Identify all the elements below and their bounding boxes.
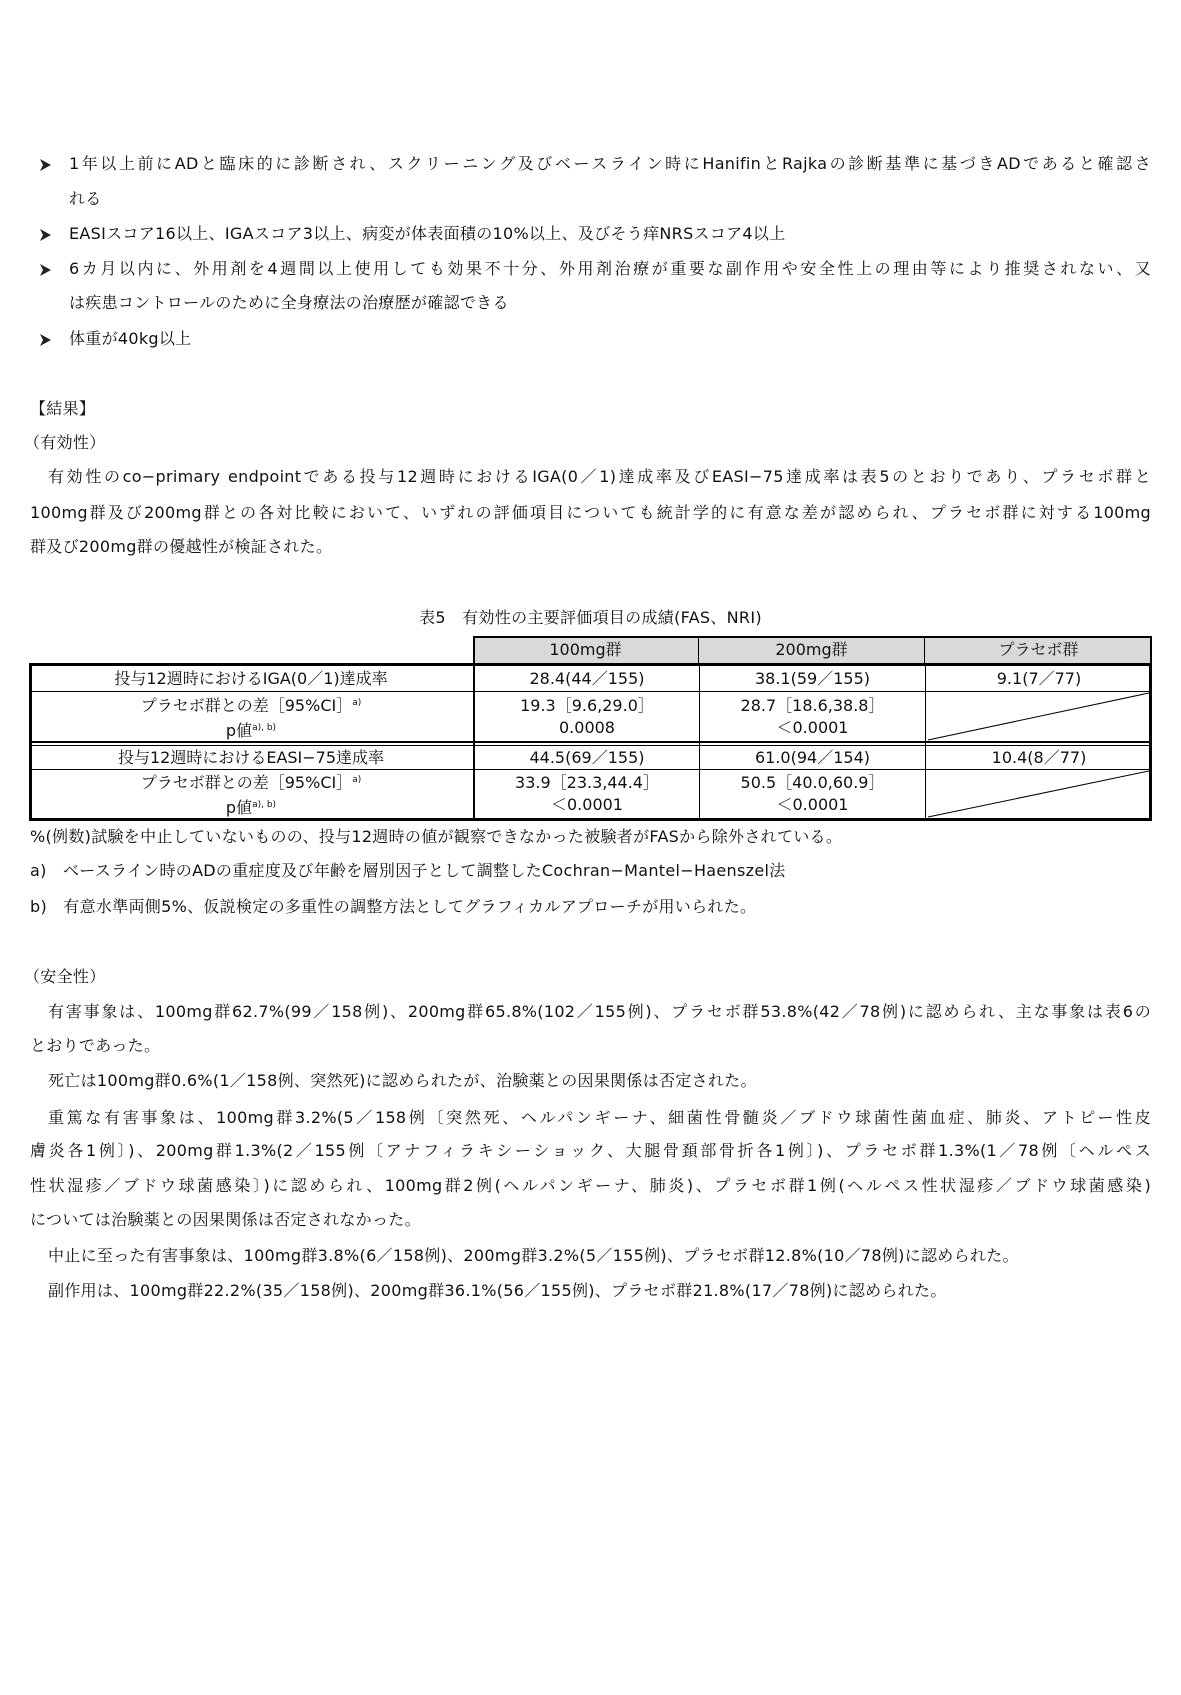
diff-ci: 19.3［9.6,29.0］ xyxy=(520,695,654,715)
efficacy-paragraph-line: 群及び200mg群の優越性が検証された。 xyxy=(30,537,333,556)
diff-ci: 50.5［40.0,60.9］ xyxy=(740,773,885,792)
cell-iga-200mg: 38.1(59／155) xyxy=(754,668,870,688)
criteria-item-cont: は疾患コントロールのために全身療法の治療歴が確認できる xyxy=(69,293,509,312)
table-caption: 表5 有効性の主要評価項目の成績(FAS、NRI) xyxy=(419,608,762,627)
cell-iga-diff-200mg xyxy=(700,692,925,741)
p-value: ＜0.0001 xyxy=(776,717,849,737)
criteria-item: 体重が40kg以上 xyxy=(69,329,192,348)
bullet-arrow-icon xyxy=(38,333,52,347)
criteria-item: 1年以上前にADと臨床的に診断され、スクリーニング及びベースライン時にHanifinとRajkaの診断基準に基づきADであると確認さ xyxy=(69,154,1151,173)
row-label-iga-diff xyxy=(29,692,473,741)
diff-ci: 28.7［18.6,38.8］ xyxy=(740,695,885,715)
safety-line: 膚炎各1例〕)、200mg群1.3%(2／155例〔アナフィラキシーショック、大腿骨頚部骨折各1例〕)、プラセボ群1.3%(1／78例〔ヘルペス xyxy=(30,1141,1151,1160)
footnote-ref: a), b) xyxy=(252,722,277,733)
safety-line: 有害事象は、100mg群62.7%(99／158例)、200mg群65.8%(102／155例)、プラセボ群53.8%(42／78例)に認められ、主な事象は表6の xyxy=(48,1002,1151,1021)
cell-easi-200mg: 61.0(94／154) xyxy=(754,747,870,767)
cell-easi-diff-100mg xyxy=(475,770,699,818)
cell-easi-placebo: 10.4(8／77) xyxy=(991,747,1087,767)
safety-line: 性状湿疹／ブドウ球菌感染〕)に認められ、100mg群2例(ヘルパンギーナ、肺炎)、プラセボ群1例(ヘルペス性状湿疹／ブドウ球菌感染) xyxy=(30,1176,1151,1195)
criteria-item: 6カ月以内に、外用剤を4週間以上使用しても効果不十分、外用剤治療が重要な副作用や安全性上の理由等により推奨されない、又 xyxy=(69,259,1151,278)
bullet-arrow-icon xyxy=(38,158,52,172)
safety-line: 重篤な有害事象は、100mg群3.2%(5／158例〔突然死、ヘルパンギーナ、細菌性骨髄炎／ブドウ球菌性菌血症、肺炎、アトピー性皮 xyxy=(48,1108,1151,1127)
empty-cell-diagonal xyxy=(926,770,1149,818)
table-note: %(例数)試験を中止していないものの、投与12週時の値が観察できなかった被験者がFASから除外されている。 xyxy=(30,827,843,846)
cell-iga-placebo: 9.1(7／77) xyxy=(996,668,1082,688)
criteria-item-cont: れる xyxy=(69,189,102,208)
cell-easi-diff-200mg xyxy=(700,770,925,818)
results-heading: 【結果】 xyxy=(30,399,96,418)
bullet-arrow-icon xyxy=(38,228,52,242)
diff-ci: 33.9［23.3,44.4］ xyxy=(515,773,659,792)
safety-line: 死亡は100mg群0.6%(1／158例、突然死)に認められたが、治験薬との因果関係は否定された。 xyxy=(48,1071,757,1090)
efficacy-table xyxy=(29,636,1152,821)
criteria-item: EASIスコア16以上、IGAスコア3以上、病変が体表面積の10%以上、及びそう痒NRSスコア4以上 xyxy=(69,224,786,243)
header-100mg: 100mg群 xyxy=(473,636,699,664)
safety-line: 副作用は、100mg群22.2%(35／158例)、200mg群36.1%(56／155例)、プラセボ群21.8%(17／78例)に認められた。 xyxy=(48,1281,947,1300)
row-label-easi: 投与12週時におけるEASI−75達成率 xyxy=(117,747,385,767)
footnote-ref: a) xyxy=(352,775,362,785)
efficacy-heading: （有効性） xyxy=(24,433,106,452)
footnote-ref: a), b) xyxy=(252,800,277,810)
row-label-iga: 投与12週時におけるIGA(0／1)達成率 xyxy=(114,668,388,688)
safety-heading: （安全性） xyxy=(24,967,106,986)
cell-iga-diff-100mg xyxy=(475,692,699,741)
pvalue-label: p値 xyxy=(225,720,253,740)
efficacy-paragraph-line: 有効性のco−primary endpointである投与12週時におけるIGA(0／1)達成率及びEASI−75達成率は表5のとおりであり、プラセボ群と xyxy=(48,467,1151,486)
table-note-b: b) 有意水準両側5%、仮説検定の多重性の調整方法としてグラフィカルアプローチが用いられた。 xyxy=(30,897,757,916)
cell-iga-100mg: 28.4(44／155) xyxy=(529,668,645,688)
p-value: ＜0.0001 xyxy=(776,795,849,814)
empty-cell-diagonal xyxy=(926,692,1149,741)
footnote-ref: a) xyxy=(352,697,362,708)
diff-label: プラセボ群との差［95%CI］ xyxy=(140,695,353,715)
safety-line: とおりであった。 xyxy=(30,1036,161,1055)
safety-line: 中止に至った有害事象は、100mg群3.8%(6／158例)、200mg群3.2%(5／155例)、プラセボ群12.8%(10／78例)に認められた。 xyxy=(48,1246,1019,1265)
bullet-arrow-icon xyxy=(38,263,52,277)
table-note-a: a) ベースライン時のADの重症度及び年齢を層別因子として調整したCochran−Mantel−Haenszel法 xyxy=(30,861,786,880)
pvalue-label: p値 xyxy=(225,798,253,817)
diff-label: プラセボ群との差［95%CI］ xyxy=(140,773,353,792)
row-label-easi-diff xyxy=(29,770,473,818)
efficacy-paragraph-line: 100mg群及び200mg群との各対比較において、いずれの評価項目についても統計学的に有意な差が認められ、プラセボ群に対する100mg xyxy=(30,503,1151,522)
cell-easi-100mg: 44.5(69／155) xyxy=(529,747,645,767)
safety-line: については治験薬との因果関係は否定されなかった。 xyxy=(30,1210,421,1229)
header-200mg: 200mg群 xyxy=(699,636,925,664)
header-placebo: プラセボ群 xyxy=(998,640,1079,659)
p-value: ＜0.0001 xyxy=(551,795,623,814)
p-value: 0.0008 xyxy=(559,717,615,737)
